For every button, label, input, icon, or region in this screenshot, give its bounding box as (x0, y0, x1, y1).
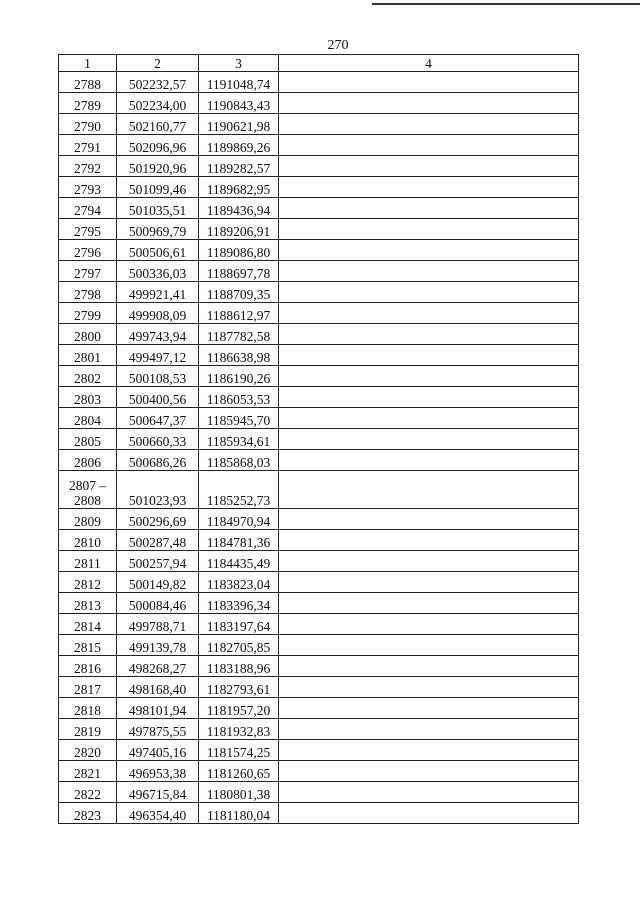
note-cell (279, 429, 579, 450)
y-coordinate-cell: 1189869,26 (199, 135, 279, 156)
y-coordinate-cell: 1183396,34 (199, 593, 279, 614)
point-number-cell: 2822 (59, 782, 117, 803)
y-coordinate-cell: 1190843,43 (199, 93, 279, 114)
y-coordinate-cell: 1185945,70 (199, 408, 279, 429)
note-cell (279, 509, 579, 530)
y-coordinate-cell: 1183197,64 (199, 614, 279, 635)
point-number-cell: 2803 (59, 387, 117, 408)
x-coordinate-cell: 500336,03 (117, 261, 199, 282)
point-number-cell: 2797 (59, 261, 117, 282)
x-coordinate-cell: 500969,79 (117, 219, 199, 240)
y-coordinate-cell: 1181180,04 (199, 803, 279, 824)
note-cell (279, 530, 579, 551)
point-number-cell: 2817 (59, 677, 117, 698)
table-row (59, 282, 579, 303)
y-coordinate-cell: 1180801,38 (199, 782, 279, 803)
x-coordinate-cell: 496715,84 (117, 782, 199, 803)
x-coordinate-cell: 500084,46 (117, 593, 199, 614)
table-row (59, 156, 579, 177)
note-cell (279, 656, 579, 677)
point-number-cell: 2804 (59, 408, 117, 429)
y-coordinate-cell: 1185934,61 (199, 429, 279, 450)
note-cell (279, 156, 579, 177)
y-coordinate-cell: 1190621,98 (199, 114, 279, 135)
point-number-cell: 2805 (59, 429, 117, 450)
x-coordinate-cell: 500149,82 (117, 572, 199, 593)
note-cell (279, 450, 579, 471)
point-number-cell: 2811 (59, 551, 117, 572)
column-header: 1 (59, 55, 117, 72)
point-number-cell: 2799 (59, 303, 117, 324)
y-coordinate-cell: 1181260,65 (199, 761, 279, 782)
y-coordinate-cell: 1189436,94 (199, 198, 279, 219)
x-coordinate-cell: 500686,26 (117, 450, 199, 471)
x-coordinate-cell: 496953,38 (117, 761, 199, 782)
note-cell (279, 761, 579, 782)
table-row (59, 177, 579, 198)
x-coordinate-cell: 500660,33 (117, 429, 199, 450)
point-number-cell: 2801 (59, 345, 117, 366)
point-number-cell: 2806 (59, 450, 117, 471)
table-row (59, 635, 579, 656)
x-coordinate-cell: 499743,94 (117, 324, 199, 345)
table-row (59, 471, 579, 509)
point-number-cell: 2802 (59, 366, 117, 387)
note-cell (279, 345, 579, 366)
table-row (59, 782, 579, 803)
x-coordinate-cell: 497875,55 (117, 719, 199, 740)
point-number-cell: 2823 (59, 803, 117, 824)
table-row (59, 240, 579, 261)
y-coordinate-cell: 1189682,95 (199, 177, 279, 198)
y-coordinate-cell: 1184781,36 (199, 530, 279, 551)
point-number-cell: 2809 (59, 509, 117, 530)
y-coordinate-cell: 1184435,49 (199, 551, 279, 572)
note-cell (279, 240, 579, 261)
note-cell (279, 719, 579, 740)
x-coordinate-cell: 502234,00 (117, 93, 199, 114)
y-coordinate-cell: 1189282,57 (199, 156, 279, 177)
point-number-cell: 2820 (59, 740, 117, 761)
table-row (59, 719, 579, 740)
note-cell (279, 303, 579, 324)
table-row (59, 93, 579, 114)
table-row (59, 324, 579, 345)
table-row (59, 114, 579, 135)
note-cell (279, 782, 579, 803)
table-row (59, 614, 579, 635)
point-number-range-end: 2808 (74, 493, 101, 508)
x-coordinate-cell: 498268,27 (117, 656, 199, 677)
x-coordinate-cell: 500296,69 (117, 509, 199, 530)
table-row (59, 593, 579, 614)
point-number-cell: 2794 (59, 198, 117, 219)
table-row (59, 303, 579, 324)
table-row (59, 803, 579, 824)
table-row (59, 408, 579, 429)
x-coordinate-cell: 501920,96 (117, 156, 199, 177)
note-cell (279, 551, 579, 572)
note-cell (279, 198, 579, 219)
table-row (59, 530, 579, 551)
column-header: 2 (117, 55, 199, 72)
x-coordinate-cell: 498101,94 (117, 698, 199, 719)
x-coordinate-cell: 498168,40 (117, 677, 199, 698)
y-coordinate-cell: 1181957,20 (199, 698, 279, 719)
table-row (59, 572, 579, 593)
note-cell (279, 177, 579, 198)
x-coordinate-cell: 496354,40 (117, 803, 199, 824)
y-coordinate-cell: 1181574,25 (199, 740, 279, 761)
y-coordinate-cell: 1185868,03 (199, 450, 279, 471)
point-number-cell: 2792 (59, 156, 117, 177)
y-coordinate-cell: 1186053,53 (199, 387, 279, 408)
note-cell (279, 614, 579, 635)
x-coordinate-cell: 501023,93 (117, 471, 199, 509)
x-coordinate-cell: 499788,71 (117, 614, 199, 635)
x-coordinate-cell: 499497,12 (117, 345, 199, 366)
point-number-cell: 2818 (59, 698, 117, 719)
point-number-cell: 2819 (59, 719, 117, 740)
note-cell (279, 366, 579, 387)
page-number: 270 (327, 38, 349, 53)
y-coordinate-cell: 1184970,94 (199, 509, 279, 530)
note-cell (279, 135, 579, 156)
x-coordinate-cell: 500400,56 (117, 387, 199, 408)
point-number-cell: 2793 (59, 177, 117, 198)
note-cell (279, 324, 579, 345)
point-number-cell: 2814 (59, 614, 117, 635)
x-coordinate-cell: 497405,16 (117, 740, 199, 761)
note-cell (279, 219, 579, 240)
table-row (59, 387, 579, 408)
x-coordinate-cell: 502160,77 (117, 114, 199, 135)
table-row (59, 450, 579, 471)
point-number-cell: 2810 (59, 530, 117, 551)
table-row (59, 656, 579, 677)
top-rule (372, 3, 640, 5)
y-coordinate-cell: 1182705,85 (199, 635, 279, 656)
y-coordinate-cell: 1188612,97 (199, 303, 279, 324)
y-coordinate-cell: 1189206,91 (199, 219, 279, 240)
note-cell (279, 93, 579, 114)
note-cell (279, 698, 579, 719)
y-coordinate-cell: 1185252,73 (199, 471, 279, 509)
table-row (59, 198, 579, 219)
x-coordinate-cell: 500506,61 (117, 240, 199, 261)
point-number-cell: 2789 (59, 93, 117, 114)
table-row (59, 677, 579, 698)
x-coordinate-cell: 500647,37 (117, 408, 199, 429)
point-number-cell: 2812 (59, 572, 117, 593)
x-coordinate-cell: 501099,46 (117, 177, 199, 198)
point-number-range-start: 2807 – (68, 478, 107, 493)
y-coordinate-cell: 1182793,61 (199, 677, 279, 698)
x-coordinate-cell: 502096,96 (117, 135, 199, 156)
table-row (59, 261, 579, 282)
point-number-cell: 2813 (59, 593, 117, 614)
coordinates-table (58, 54, 579, 824)
note-cell (279, 740, 579, 761)
x-coordinate-cell: 500287,48 (117, 530, 199, 551)
y-coordinate-cell: 1181932,83 (199, 719, 279, 740)
note-cell (279, 261, 579, 282)
note-cell (279, 282, 579, 303)
note-cell (279, 408, 579, 429)
table-row (59, 72, 579, 93)
table-body (59, 72, 579, 824)
point-number-cell: 2800 (59, 324, 117, 345)
note-cell (279, 593, 579, 614)
table-row (59, 429, 579, 450)
point-number-cell: 2821 (59, 761, 117, 782)
point-number-cell: 2788 (59, 72, 117, 93)
y-coordinate-cell: 1187782,58 (199, 324, 279, 345)
note-cell (279, 803, 579, 824)
y-coordinate-cell: 1183823,04 (199, 572, 279, 593)
table-row (59, 345, 579, 366)
point-number-cell: 2798 (59, 282, 117, 303)
x-coordinate-cell: 501035,51 (117, 198, 199, 219)
x-coordinate-cell: 499908,09 (117, 303, 199, 324)
note-cell (279, 572, 579, 593)
column-header: 3 (199, 55, 279, 72)
table-row (59, 698, 579, 719)
y-coordinate-cell: 1188697,78 (199, 261, 279, 282)
note-cell (279, 114, 579, 135)
x-coordinate-cell: 499921,41 (117, 282, 199, 303)
y-coordinate-cell: 1186190,26 (199, 366, 279, 387)
y-coordinate-cell: 1191048,74 (199, 72, 279, 93)
y-coordinate-cell: 1186638,98 (199, 345, 279, 366)
table-row (59, 761, 579, 782)
y-coordinate-cell: 1189086,80 (199, 240, 279, 261)
header-row (59, 55, 579, 72)
table-row (59, 135, 579, 156)
note-cell (279, 72, 579, 93)
x-coordinate-cell: 499139,78 (117, 635, 199, 656)
note-cell (279, 677, 579, 698)
point-number-cell: 2816 (59, 656, 117, 677)
point-number-cell: 2795 (59, 219, 117, 240)
x-coordinate-cell: 500108,53 (117, 366, 199, 387)
table-row (59, 551, 579, 572)
table-row (59, 219, 579, 240)
x-coordinate-cell: 502232,57 (117, 72, 199, 93)
point-number-cell: 2791 (59, 135, 117, 156)
table-row (59, 509, 579, 530)
point-number-cell (59, 471, 117, 509)
note-cell (279, 387, 579, 408)
point-number-cell: 2790 (59, 114, 117, 135)
column-header: 4 (279, 55, 579, 72)
y-coordinate-cell: 1188709,35 (199, 282, 279, 303)
x-coordinate-cell: 500257,94 (117, 551, 199, 572)
point-number-cell: 2815 (59, 635, 117, 656)
table-row (59, 366, 579, 387)
table-row (59, 740, 579, 761)
point-number-cell: 2796 (59, 240, 117, 261)
y-coordinate-cell: 1183188,96 (199, 656, 279, 677)
note-cell (279, 471, 579, 509)
note-cell (279, 635, 579, 656)
